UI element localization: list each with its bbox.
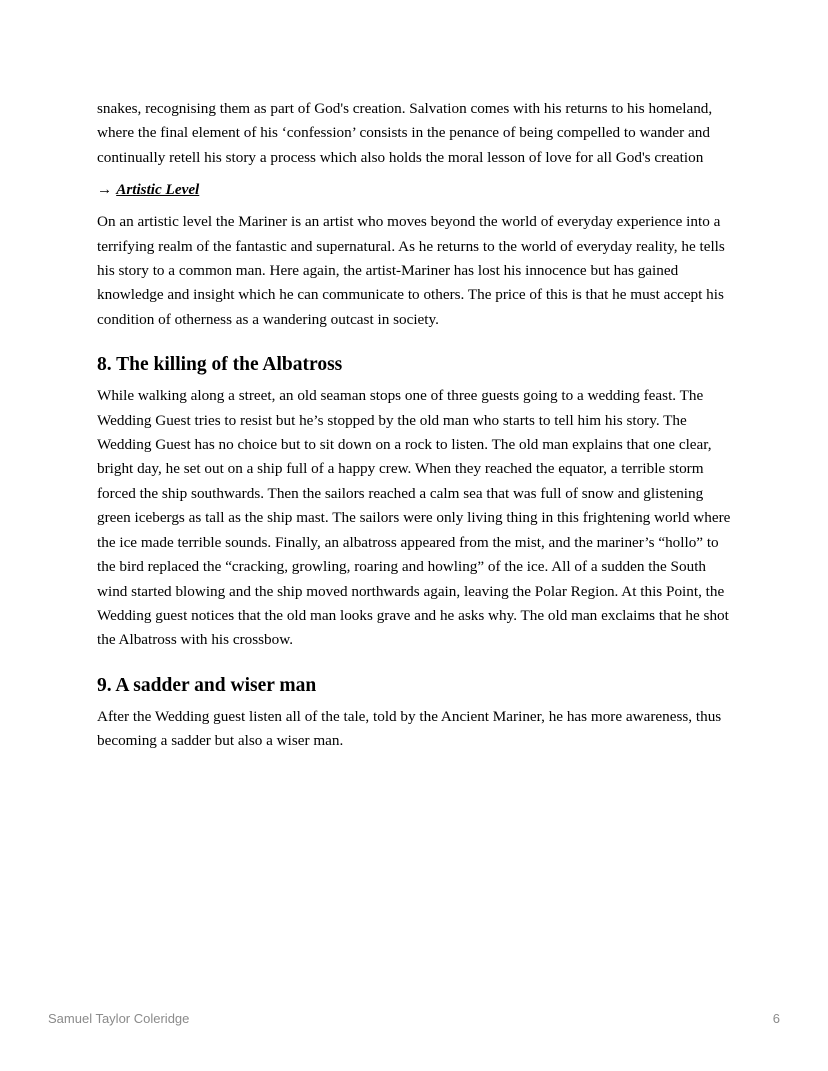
section-8-paragraph: While walking along a street, an old seaman stops one of three guests going to a wedding feast. The Wedding Guest tries to resist but he’s stopped by the old man who starts to tell him his story. The Wedding Guest has no choice but to sit down on a rock to listen. The old man explains that one clear, bright day, he set out on a ship full of a happy crew. When they reached the equator, a terrible storm forced the ship southwards. Then the sailors reached a calm sea that was full of snow and glistening green icebergs as tall as the ship mast. The sailors were only living thing in this frightening world where the ice made terrible sounds. Finally, an albatross appeared from the mist, and the mariner’s “hollo” to the bird replaced the “cracking, growling, roaring and howling” of the ice. All of a sudden the South wind started blowing and the ship moved northwards again, leaving the Polar Region. At this Point, the Wedding guest notices that the old man looks grave and he asks why. The old man exclaims that he shot the Albatross with his crossbow.: [97, 387, 731, 649]
footer-title: Samuel Taylor Coleridge: [48, 1011, 190, 1026]
page-content: [97, 97, 737, 754]
artistic-level-subheading: [97, 180, 737, 200]
intro-paragraph: snakes, recognising them as part of God's creation. Salvation comes with his returns to his homeland, where the final element of his ‘confession’ consists in the penance of being compelled to wander and continually retell his story a process which also holds the moral lesson of love for all God's creation: [97, 100, 713, 166]
artistic-level-paragraph: On an artistic level the Mariner is an artist who moves beyond the world of everyday experience into a terrifying realm of the fantastic and supernatural. As he returns to the world of everyday reality, he tells his story to a common man. Here again, the artist-Mariner has lost his innocence but has gained knowledge and insight which he can communicate to others. The price of this is that he must accept his condition of otherness as a wandering outcast in society.: [97, 213, 725, 328]
arrow-right-icon: →: [97, 181, 113, 199]
section-8-heading: 8. The killing of the Albatross: [97, 354, 343, 376]
section-9-paragraph: After the Wedding guest listen all of the tale, told by the Ancient Mariner, he has more awareness, thus becoming a sadder but also a wiser man.: [97, 707, 722, 750]
page-number: 6: [772, 1011, 780, 1026]
section-9-heading: 9. A sadder and wiser man: [97, 674, 317, 696]
artistic-level-title: Artistic Level: [116, 181, 200, 199]
